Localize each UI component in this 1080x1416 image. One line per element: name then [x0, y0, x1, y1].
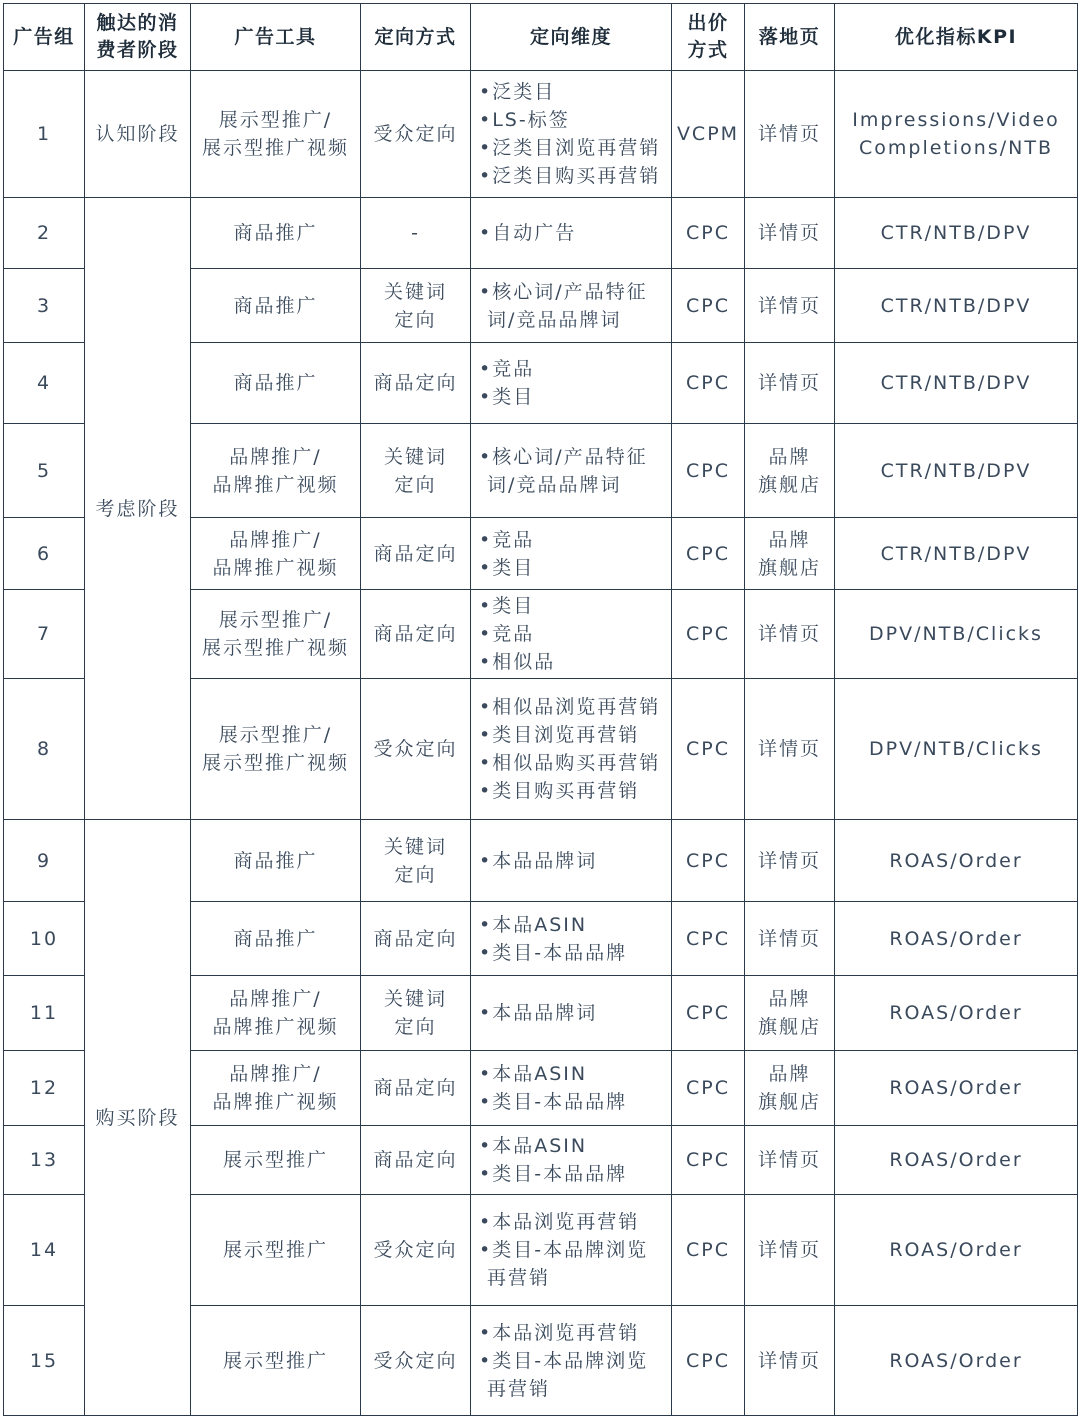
landing-page-line: 详情页 — [757, 372, 821, 394]
landing-page-line: 旗舰店 — [757, 1016, 821, 1038]
targeting-dimension-cell — [471, 976, 672, 1051]
kpi-line: DPV/NTB/Clicks — [869, 738, 1043, 760]
header-landing-page: 落地页 — [745, 4, 835, 71]
targeting-dimension-line: •LS-标签 — [479, 109, 570, 131]
ad-tool-line: 展示型推广 — [222, 1149, 328, 1171]
ad-tool-line: 商品推广 — [233, 372, 318, 394]
header-targeting-method: 定向方式 — [361, 4, 471, 71]
targeting-dimension-line: 词/竞品品牌词 — [479, 308, 622, 331]
kpi-cell — [835, 820, 1078, 902]
bid-method-cell: CPC — [672, 820, 745, 902]
kpi-line: CTR/NTB/DPV — [880, 372, 1032, 394]
targeting-method-line: 关键词 — [383, 280, 447, 303]
ad-tool-cell — [191, 1195, 361, 1306]
ad-group-number: 9 — [4, 820, 85, 902]
landing-page-cell — [745, 198, 835, 269]
kpi-cell — [835, 343, 1078, 424]
landing-page-cell — [745, 1126, 835, 1195]
targeting-dimension-line: •类目-本品品牌 — [479, 941, 628, 964]
targeting-dimension-line: •本品ASIN — [479, 1135, 588, 1157]
landing-page-line: 详情页 — [757, 927, 821, 950]
kpi-line: CTR/NTB/DPV — [880, 222, 1032, 244]
landing-page-line: 品牌 — [768, 1063, 811, 1085]
bid-method-cell: CPC — [672, 1051, 745, 1126]
kpi-line: ROAS/Order — [889, 849, 1023, 872]
kpi-line: ROAS/Order — [889, 1002, 1023, 1024]
landing-page-cell — [745, 424, 835, 518]
ad-tool-line: 商品推广 — [233, 222, 318, 244]
header-ad-tool: 广告工具 — [191, 4, 361, 71]
ad-tool-line: 商品推广 — [233, 294, 318, 317]
ad-tool-cell — [191, 198, 361, 269]
targeting-method-line: 商品定向 — [373, 372, 458, 394]
landing-page-cell — [745, 820, 835, 902]
targeting-method-cell — [361, 902, 471, 976]
ad-tool-cell — [191, 1126, 361, 1195]
ad-group-number: 8 — [4, 679, 85, 820]
targeting-method-cell — [361, 1195, 471, 1306]
targeting-dimension-line: •相似品 — [479, 651, 556, 673]
bid-method-cell: CPC — [672, 976, 745, 1051]
consumer-stage-cell: 认知阶段 — [85, 71, 191, 198]
targeting-method-cell — [361, 976, 471, 1051]
targeting-dimension-cell — [471, 71, 672, 198]
targeting-method-line: 商品定向 — [373, 1149, 458, 1171]
ad-group-number: 14 — [4, 1195, 85, 1306]
targeting-dimension-line: •自动广告 — [479, 222, 577, 244]
targeting-dimension-line: •类目 — [479, 386, 535, 408]
kpi-line: ROAS/Order — [889, 927, 1023, 950]
landing-page-line: 旗舰店 — [757, 1091, 821, 1113]
kpi-cell — [835, 198, 1078, 269]
targeting-method-cell — [361, 343, 471, 424]
ad-tool-line: 展示型推广/ — [218, 724, 333, 746]
header-targeting-dimension: 定向维度 — [471, 4, 672, 71]
targeting-method-cell — [361, 424, 471, 518]
landing-page-line: 详情页 — [757, 294, 821, 317]
ad-tool-cell — [191, 424, 361, 518]
ad-tool-line: 品牌推广/ — [229, 1063, 322, 1085]
ad-tool-line: 品牌推广视频 — [212, 473, 339, 496]
targeting-method-cell — [361, 1051, 471, 1126]
ad-tool-line: 展示型推广 — [222, 1349, 328, 1372]
ad-tool-line: 商品推广 — [233, 927, 318, 950]
ad-tool-line: 商品推广 — [233, 849, 318, 872]
ad-tool-line: 品牌推广/ — [229, 528, 322, 551]
header-consumer-stage — [85, 4, 191, 71]
bid-method-cell: CPC — [672, 518, 745, 590]
bid-method-cell: VCPM — [672, 71, 745, 198]
targeting-method-line: 定向 — [394, 308, 437, 331]
landing-page-line: 品牌 — [768, 988, 811, 1010]
kpi-cell — [835, 679, 1078, 820]
ad-tool-cell — [191, 820, 361, 902]
ad-tool-line: 品牌推广视频 — [212, 556, 339, 579]
table-row — [4, 71, 1078, 198]
targeting-dimension-line: •核心词/产品特征 — [479, 445, 648, 468]
ad-group-number: 2 — [4, 198, 85, 269]
ad-tool-line: 品牌推广视频 — [212, 1016, 339, 1038]
header-consumer-stage-line: 触达的消 — [96, 12, 179, 34]
landing-page-cell — [745, 343, 835, 424]
ad-strategy-table — [3, 3, 1078, 1416]
targeting-dimension-line: •本品ASIN — [479, 1063, 588, 1085]
kpi-line: Impressions/Video — [852, 109, 1060, 131]
ad-tool-line: 品牌推广/ — [229, 445, 322, 468]
kpi-cell — [835, 1195, 1078, 1306]
ad-tool-cell — [191, 1051, 361, 1126]
targeting-dimension-cell — [471, 590, 672, 679]
kpi-cell — [835, 269, 1078, 343]
targeting-dimension-cell — [471, 1126, 672, 1195]
ad-tool-line: 品牌推广/ — [229, 988, 322, 1010]
targeting-dimension-cell — [471, 424, 672, 518]
targeting-method-cell — [361, 679, 471, 820]
targeting-dimension-cell — [471, 679, 672, 820]
targeting-dimension-line: •本品品牌词 — [479, 1002, 598, 1024]
landing-page-line: 详情页 — [757, 738, 821, 760]
targeting-dimension-cell — [471, 343, 672, 424]
targeting-method-line: 受众定向 — [373, 1349, 458, 1372]
landing-page-cell — [745, 976, 835, 1051]
header-bid-method-line: 方式 — [687, 39, 729, 61]
targeting-dimension-cell — [471, 902, 672, 976]
targeting-method-line: 定向 — [394, 863, 437, 886]
ad-group-number: 10 — [4, 902, 85, 976]
kpi-cell — [835, 1051, 1078, 1126]
kpi-cell — [835, 1126, 1078, 1195]
ad-tool-cell — [191, 269, 361, 343]
targeting-dimension-cell — [471, 820, 672, 902]
targeting-dimension-line: 词/竞品品牌词 — [479, 473, 622, 496]
targeting-method-line: 商品定向 — [373, 927, 458, 950]
targeting-method-cell — [361, 269, 471, 343]
ad-tool-line: 展示型推广视频 — [201, 137, 349, 159]
targeting-dimension-cell — [471, 518, 672, 590]
ad-group-number: 6 — [4, 518, 85, 590]
targeting-dimension-line: •竞品 — [479, 528, 535, 551]
targeting-method-cell — [361, 71, 471, 198]
kpi-line: CTR/NTB/DPV — [880, 459, 1032, 482]
header-kpi: 优化指标KPI — [835, 4, 1078, 71]
kpi-cell — [835, 1306, 1078, 1416]
kpi-line: Completions/NTB — [859, 137, 1053, 159]
landing-page-cell — [745, 71, 835, 198]
landing-page-cell — [745, 590, 835, 679]
ad-group-number: 13 — [4, 1126, 85, 1195]
table-row — [4, 820, 1078, 902]
targeting-dimension-cell — [471, 198, 672, 269]
kpi-line: ROAS/Order — [889, 1077, 1023, 1099]
targeting-dimension-line: 再营销 — [479, 1377, 551, 1400]
landing-page-line: 品牌 — [768, 445, 811, 468]
landing-page-cell — [745, 1306, 835, 1416]
targeting-method-cell — [361, 198, 471, 269]
targeting-dimension-line: •类目购买再营销 — [479, 780, 640, 802]
targeting-dimension-cell — [471, 269, 672, 343]
targeting-dimension-line: •本品浏览再营销 — [479, 1321, 640, 1344]
targeting-dimension-line: •相似品浏览再营销 — [479, 696, 661, 718]
bid-method-cell: CPC — [672, 902, 745, 976]
table-body — [4, 71, 1078, 1416]
landing-page-cell — [745, 679, 835, 820]
bid-method-cell: CPC — [672, 269, 745, 343]
bid-method-cell: CPC — [672, 1126, 745, 1195]
ad-tool-cell — [191, 679, 361, 820]
kpi-line: CTR/NTB/DPV — [880, 542, 1032, 565]
landing-page-cell — [745, 1051, 835, 1126]
targeting-dimension-cell — [471, 1195, 672, 1306]
ad-group-number: 11 — [4, 976, 85, 1051]
targeting-method-cell — [361, 518, 471, 590]
ad-tool-cell — [191, 343, 361, 424]
consumer-stage-cell: 考虑阶段 — [85, 198, 191, 820]
targeting-method-line: 商品定向 — [373, 542, 458, 565]
ad-tool-cell — [191, 71, 361, 198]
targeting-method-line: 商品定向 — [373, 623, 458, 645]
header-bid-method — [672, 4, 745, 71]
targeting-method-line: 定向 — [394, 1016, 437, 1038]
ad-tool-line: 展示型推广视频 — [201, 752, 349, 774]
ad-tool-cell — [191, 590, 361, 679]
table-row — [4, 198, 1078, 269]
targeting-method-cell — [361, 1306, 471, 1416]
kpi-line: DPV/NTB/Clicks — [869, 623, 1043, 645]
ad-tool-cell — [191, 902, 361, 976]
bid-method-cell: CPC — [672, 198, 745, 269]
landing-page-line: 详情页 — [757, 222, 821, 244]
targeting-method-line: - — [411, 222, 420, 244]
landing-page-line: 详情页 — [757, 1239, 821, 1261]
landing-page-line: 详情页 — [757, 849, 821, 872]
ad-tool-line: 展示型推广/ — [218, 609, 333, 631]
targeting-method-line: 关键词 — [383, 988, 447, 1010]
landing-page-line: 旗舰店 — [757, 473, 821, 496]
targeting-dimension-line: •竞品 — [479, 358, 535, 380]
ad-group-number: 1 — [4, 71, 85, 198]
targeting-method-cell — [361, 590, 471, 679]
landing-page-line: 旗舰店 — [757, 556, 821, 579]
targeting-dimension-line: •类目-本品品牌 — [479, 1091, 628, 1113]
targeting-dimension-line: •类目-本品牌浏览 — [479, 1239, 649, 1261]
targeting-dimension-line: •本品浏览再营销 — [479, 1211, 640, 1233]
landing-page-cell — [745, 902, 835, 976]
targeting-method-cell — [361, 1126, 471, 1195]
ad-tool-line: 展示型推广 — [222, 1239, 328, 1261]
bid-method-cell: CPC — [672, 679, 745, 820]
landing-page-line: 详情页 — [757, 123, 821, 145]
kpi-cell — [835, 71, 1078, 198]
kpi-cell — [835, 518, 1078, 590]
targeting-dimension-line: •泛类目浏览再营销 — [479, 137, 661, 159]
kpi-line: ROAS/Order — [889, 1349, 1023, 1372]
header-consumer-stage-line: 费者阶段 — [96, 39, 179, 61]
targeting-method-line: 关键词 — [383, 445, 447, 468]
ad-tool-cell — [191, 1306, 361, 1416]
landing-page-line: 品牌 — [768, 528, 811, 551]
targeting-dimension-cell — [471, 1051, 672, 1126]
targeting-dimension-line: •核心词/产品特征 — [479, 280, 648, 303]
ad-group-number: 7 — [4, 590, 85, 679]
bid-method-cell: CPC — [672, 1195, 745, 1306]
ad-tool-line: 展示型推广/ — [218, 109, 333, 131]
kpi-cell — [835, 424, 1078, 518]
ad-tool-cell — [191, 976, 361, 1051]
targeting-dimension-line: •类目-本品品牌 — [479, 1163, 628, 1185]
landing-page-cell — [745, 518, 835, 590]
targeting-method-line: 受众定向 — [373, 738, 458, 760]
bid-method-cell: CPC — [672, 1306, 745, 1416]
kpi-line: CTR/NTB/DPV — [880, 294, 1032, 317]
targeting-dimension-line: 再营销 — [479, 1267, 551, 1289]
targeting-dimension-line: •类目浏览再营销 — [479, 724, 640, 746]
targeting-dimension-cell — [471, 1306, 672, 1416]
header-bid-method-line: 出价 — [687, 12, 729, 34]
targeting-dimension-line: •本品ASIN — [479, 913, 588, 936]
kpi-line: ROAS/Order — [889, 1239, 1023, 1261]
kpi-cell — [835, 590, 1078, 679]
kpi-cell — [835, 976, 1078, 1051]
ad-group-number: 4 — [4, 343, 85, 424]
targeting-dimension-line: •相似品购买再营销 — [479, 752, 661, 774]
landing-page-line: 详情页 — [757, 1149, 821, 1171]
consumer-stage-cell: 购买阶段 — [85, 820, 191, 1416]
ad-group-number: 12 — [4, 1051, 85, 1126]
bid-method-cell: CPC — [672, 424, 745, 518]
targeting-method-line: 关键词 — [383, 835, 447, 858]
targeting-method-line: 受众定向 — [373, 1239, 458, 1261]
header-ad-group: 广告组 — [4, 4, 85, 71]
targeting-dimension-line: •类目 — [479, 556, 535, 579]
ad-tool-line: 展示型推广视频 — [201, 637, 349, 659]
kpi-cell — [835, 902, 1078, 976]
targeting-dimension-line: •泛类目 — [479, 81, 556, 103]
landing-page-cell — [745, 269, 835, 343]
landing-page-cell — [745, 1195, 835, 1306]
targeting-method-line: 商品定向 — [373, 1077, 458, 1099]
kpi-line: ROAS/Order — [889, 1149, 1023, 1171]
ad-group-number: 3 — [4, 269, 85, 343]
bid-method-cell: CPC — [672, 590, 745, 679]
ad-tool-cell — [191, 518, 361, 590]
targeting-dimension-line: •泛类目购买再营销 — [479, 165, 661, 187]
ad-group-number: 5 — [4, 424, 85, 518]
targeting-method-line: 定向 — [394, 473, 437, 496]
bid-method-cell: CPC — [672, 343, 745, 424]
landing-page-line: 详情页 — [757, 623, 821, 645]
targeting-dimension-line: •类目 — [479, 595, 535, 617]
ad-tool-line: 品牌推广视频 — [212, 1091, 339, 1113]
targeting-dimension-line: •竞品 — [479, 623, 535, 645]
targeting-dimension-line: •本品品牌词 — [479, 849, 598, 872]
ad-group-number: 15 — [4, 1306, 85, 1416]
targeting-dimension-line: •类目-本品牌浏览 — [479, 1349, 649, 1372]
targeting-method-line: 受众定向 — [373, 123, 458, 145]
targeting-method-cell — [361, 820, 471, 902]
header-row — [4, 4, 1078, 71]
landing-page-line: 详情页 — [757, 1349, 821, 1372]
